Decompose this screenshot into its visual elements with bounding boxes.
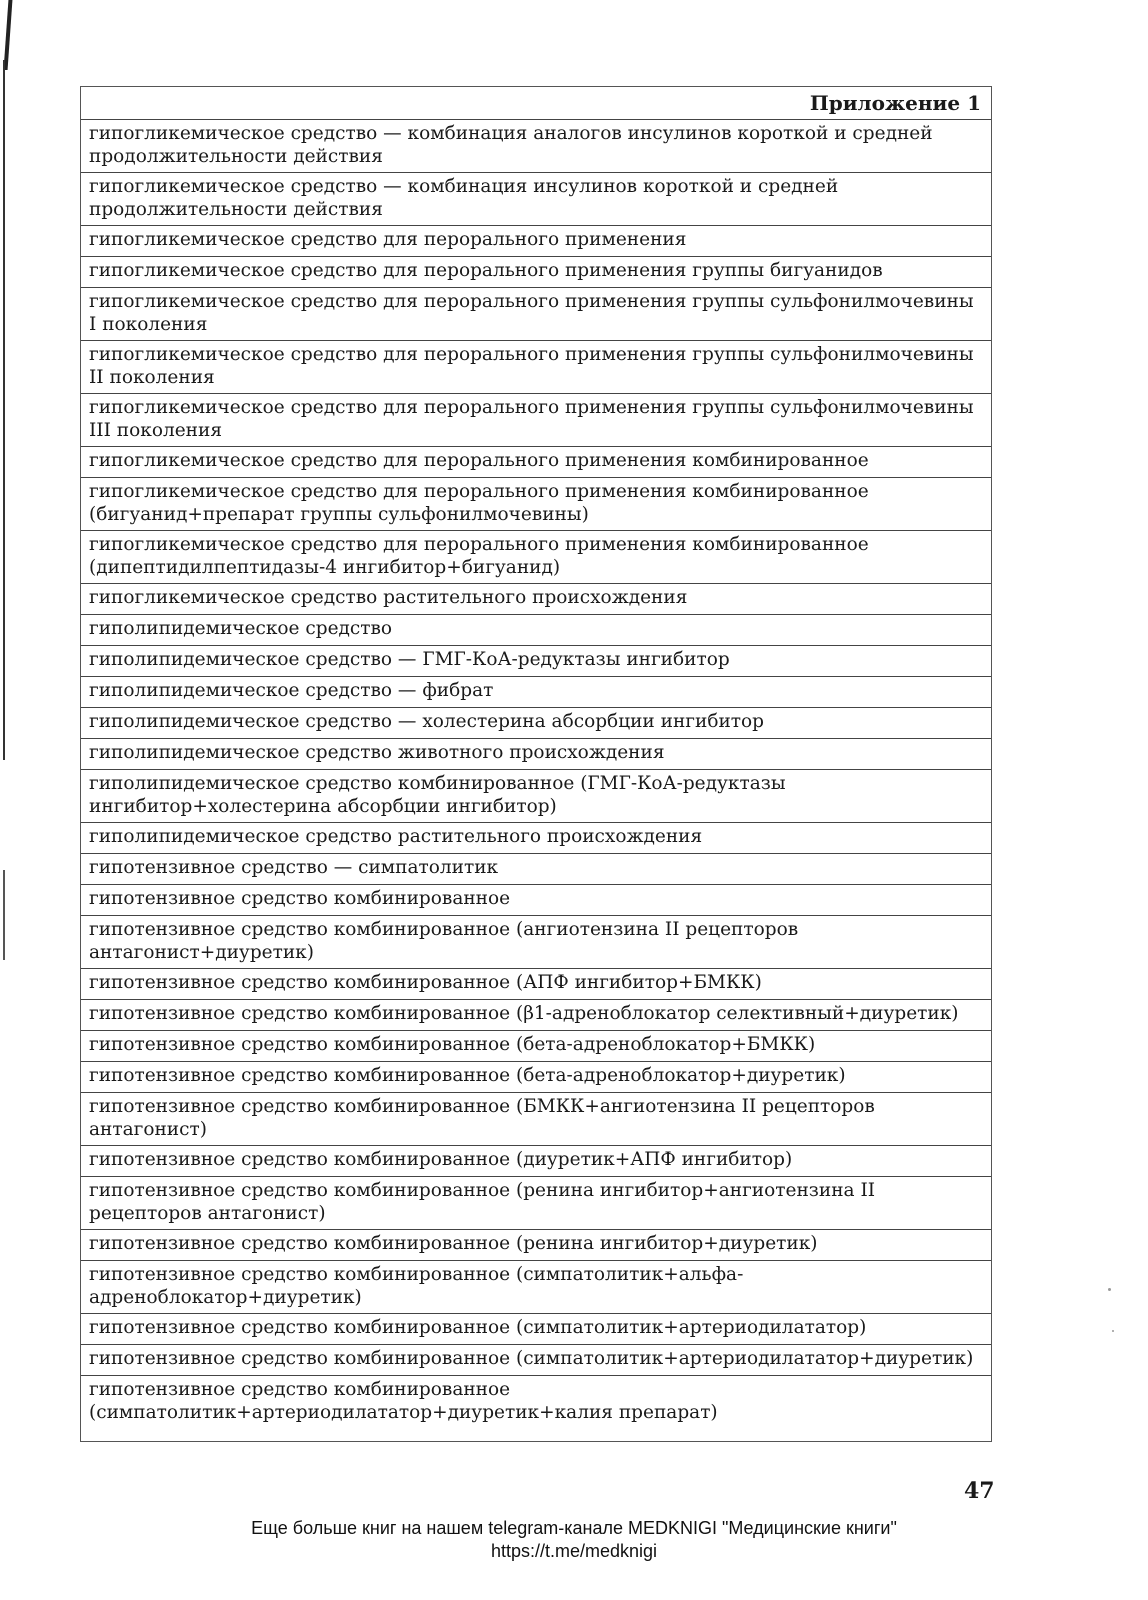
- table-row: гипотензивное средство комбинированное: [81, 885, 991, 916]
- table-row: гипогликемическое средство для перорального применения группы бигуанидов: [81, 257, 991, 288]
- scan-speck: [1108, 1288, 1111, 1291]
- table-row: гипотензивное средство комбинированное (ренина ингибитор+ангиотензина II рецепторов антагонист): [81, 1177, 991, 1230]
- table-row: гиполипидемическое средство животного происхождения: [81, 739, 991, 770]
- table-row: гипотензивное средство комбинированное (бета-адреноблокатор+БМКК): [81, 1031, 991, 1062]
- table-row: гипотензивное средство комбинированное (симпатолитик+артериодилататор): [81, 1314, 991, 1345]
- table-row: гиполипидемическое средство — ГМГ-КоА-редуктазы ингибитор: [81, 646, 991, 677]
- table-row: гипогликемическое средство для перорального применения комбинированное (бигуанид+препарат группы сульфонилмочевины): [81, 478, 991, 531]
- table-row: гипогликемическое средство для перорального применения группы сульфонилмочевины II поколения: [81, 341, 991, 394]
- table-row: гипотензивное средство комбинированное (бета-адреноблокатор+диуретик): [81, 1062, 991, 1093]
- table-row: гипотензивное средство комбинированное (β1-адреноблокатор селективный+диуретик): [81, 1000, 991, 1031]
- table-row: гипогликемическое средство — комбинация аналогов инсулинов короткой и средней продолжительности действия: [81, 120, 991, 173]
- table-row: гипотензивное средство комбинированное (диуретик+АПФ ингибитор): [81, 1146, 991, 1177]
- table-row: гипогликемическое средство для перорального применения комбинированное: [81, 447, 991, 478]
- page-number: 47: [964, 1478, 995, 1504]
- table-row: гиполипидемическое средство — фибрат: [81, 677, 991, 708]
- table-row: гипотензивное средство комбинированное (симпатолитик+артериодилататор+диуретик): [81, 1345, 991, 1376]
- table-row: гипотензивное средство комбинированное (АПФ ингибитор+БМКК): [81, 969, 991, 1000]
- table-row: гипогликемическое средство для перорального применения комбинированное (дипептидилпептидазы-4 ингибитор+бигуанид): [81, 531, 991, 584]
- table-row: гиполипидемическое средство комбинированное (ГМГ-КоА-редуктазы ингибитор+холестерина абсорбции ингибитор): [81, 770, 991, 823]
- table-row: гипогликемическое средство для перорального применения: [81, 226, 991, 257]
- table-row: гипогликемическое средство для перорального применения группы сульфонилмочевины III поколения: [81, 394, 991, 447]
- table-row: гипотензивное средство комбинированное (симпатолитик+альфа-адреноблокатор+диуретик): [81, 1261, 991, 1314]
- table-row: гиполипидемическое средство: [81, 615, 991, 646]
- scan-edge-artifact: [0, 0, 22, 760]
- table-row: гипотензивное средство комбинированное (ангиотензина II рецепторов антагонист+диуретик): [81, 916, 991, 969]
- table-row: гипогликемическое средство растительного происхождения: [81, 584, 991, 615]
- appendix-table: [80, 86, 992, 1442]
- table-row: гипогликемическое средство для перорального применения группы сульфонилмочевины I поколения: [81, 288, 991, 341]
- appendix-title: Приложение 1: [809, 91, 981, 115]
- table-row: гипотензивное средство комбинированное (симпатолитик+артериодилататор+диуретик+калия препарат): [89, 1379, 718, 1423]
- table-header: [81, 87, 991, 120]
- table-row: гипотензивное средство комбинированное (ренина ингибитор+диуретик): [81, 1230, 991, 1261]
- table-row: гиполипидемическое средство — холестерина абсорбции ингибитор: [81, 708, 991, 739]
- table-row: гиполипидемическое средство растительного происхождения: [81, 823, 991, 854]
- promo-link[interactable]: https://t.me/medknigi: [490, 1541, 658, 1561]
- promo-text: Еще больше книг на нашем telegram-канале MEDKNIGI "Медицинские книги": [251, 1518, 897, 1538]
- table-row: гипотензивное средство комбинированное (БМКК+ангиотензина II рецепторов антагонист): [81, 1093, 991, 1146]
- scan-speck: [1112, 1330, 1114, 1332]
- table-row: гипотензивное средство — симпатолитик: [81, 854, 991, 885]
- table-body: [81, 120, 991, 1429]
- table-row: гипогликемическое средство — комбинация инсулинов короткой и средней продолжительности действия: [81, 173, 991, 226]
